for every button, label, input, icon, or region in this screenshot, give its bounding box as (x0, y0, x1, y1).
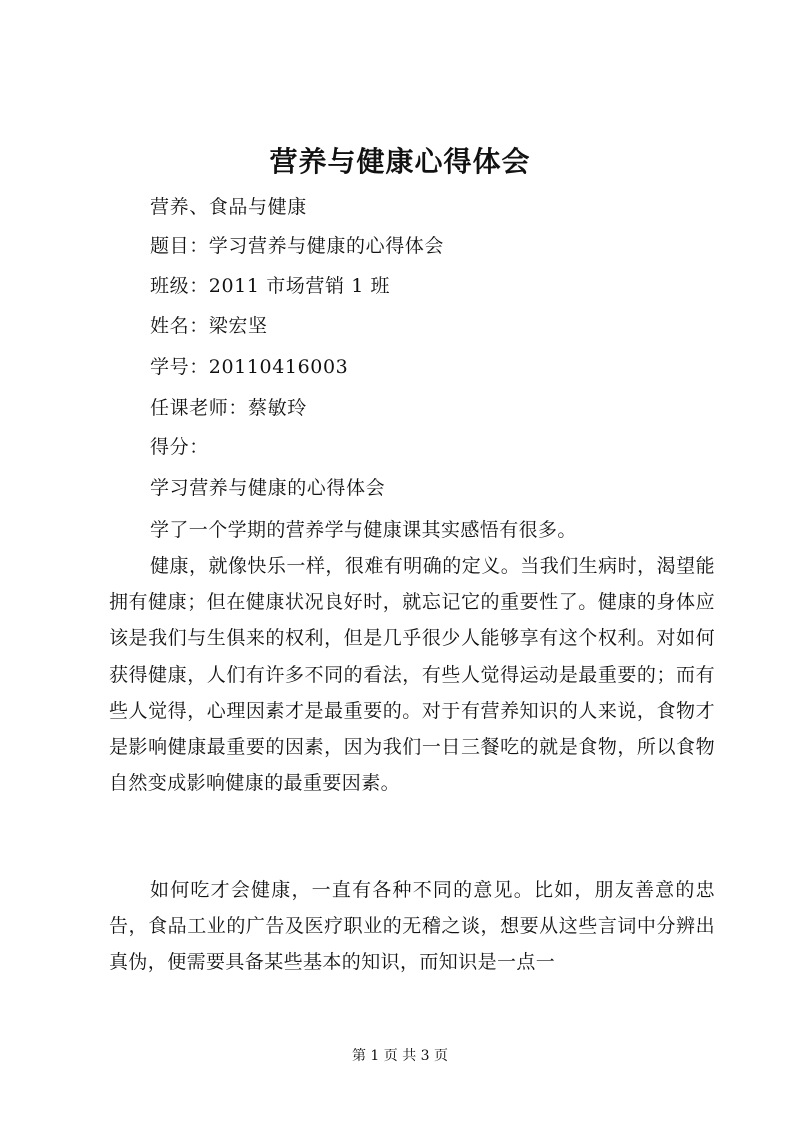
score-line: 得分： (150, 436, 209, 458)
paragraph-how-to-eat: 如何吃才会健康，一直有各种不同的意见。比如，朋友善意的忠告，食品工业的广告及医疗职业的无稽之谈，想要从这些言词中分辨出真伪，便需要具备某些基本的知识，而知识是一点一 (109, 879, 715, 974)
student-name-line: 姓名：梁宏坚 (150, 315, 268, 337)
document-title: 营养与健康心得体会 (269, 145, 531, 178)
student-id-line: 学号：20110416003 (150, 356, 349, 378)
page-number-footer: 第 1 页 共 3 页 (351, 1048, 449, 1064)
paragraph-health-definition: 健康，就像快乐一样，很难有明确的定义。当我们生病时，渴望能拥有健康；但在健康状况良好时，就忘记它的重要性了。健康的身体应该是我们与生俱来的权利，但是几乎很少人能够享有这个权利。对如何获得健康，人们有许多不同的看法，有些人觉得运动是最重要的；而有些人觉得，心理因素才是最重要的。对于有营养知识的人来说，食物才是影响健康最重要的因素，因为我们一日三餐吃的就是食物，所以食物自然变成影响健康的最重要因素。 (109, 555, 715, 795)
class-line: 班级：2011 市场营销 1 班 (150, 275, 391, 297)
topic-line: 题目：学习营养与健康的心得体会 (150, 235, 445, 257)
paragraph-intro: 学了一个学期的营养学与健康课其实感悟有很多。 (150, 519, 577, 541)
teacher-line: 任课老师：蔡敏玲 (150, 397, 307, 419)
essay-subtitle: 学习营养与健康的心得体会 (150, 477, 386, 499)
course-name-line: 营养、食品与健康 (150, 196, 307, 218)
